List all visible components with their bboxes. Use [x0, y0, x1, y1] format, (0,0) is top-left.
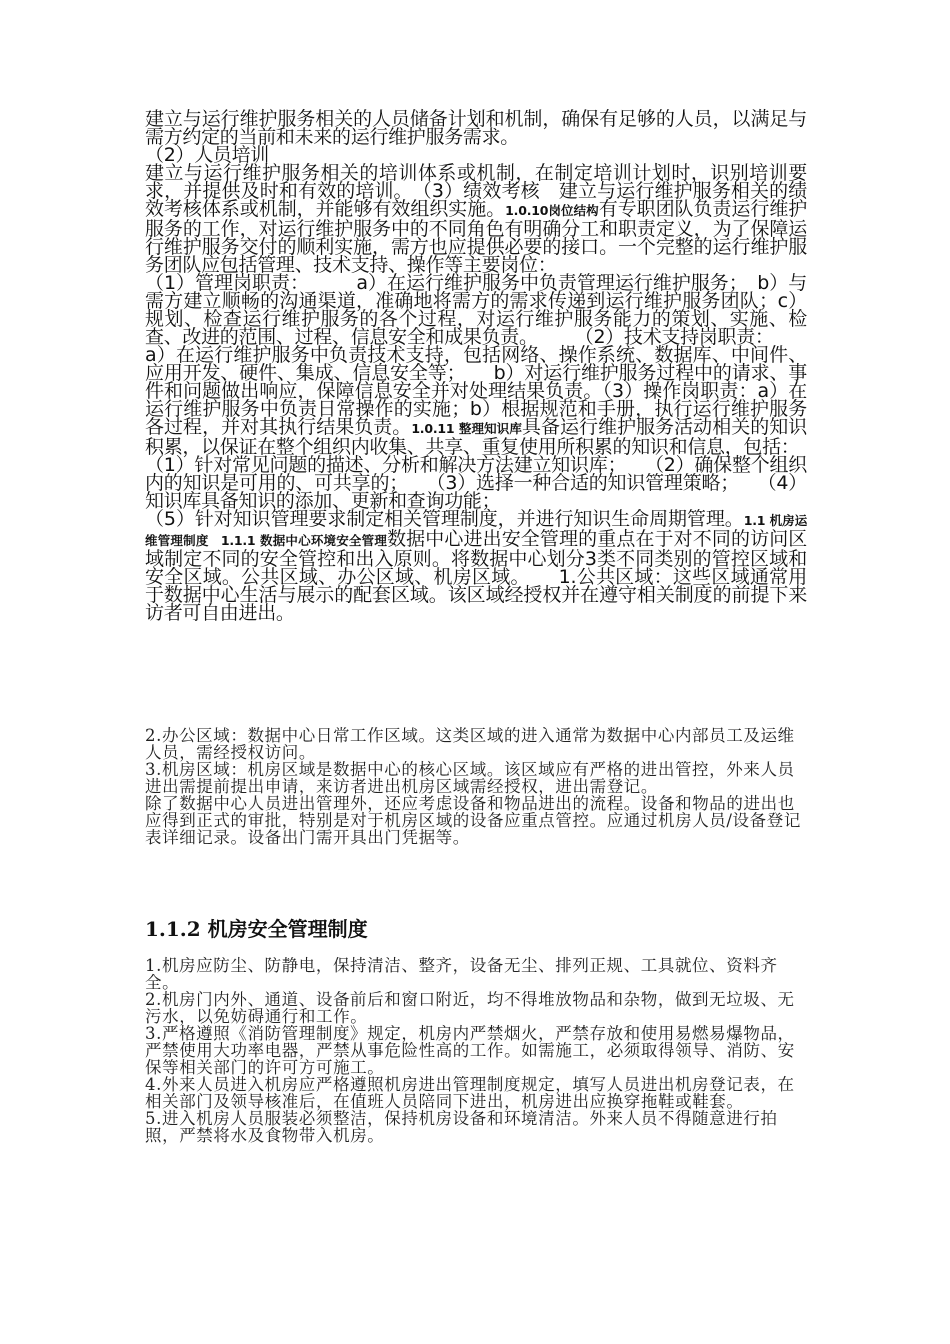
rule-item: 2.机房门内外、通道、设备前后和窗口附近，均不得堆放物品和杂物，做到无垃圾、无污水，以免妨碍通行和工作。 — [145, 990, 795, 1026]
heading-job-structure: 1.0.10岗位结构 — [505, 203, 599, 218]
section-heading: 1.1.2 机房安全管理制度 — [145, 917, 368, 941]
body-text-zones — [145, 727, 807, 846]
heading-knowledge-base: 1.0.11 整理知识库 — [411, 421, 522, 436]
paragraph-staff-reserve: 建立与运行维护服务相关的人员储备计划和机制，确保有足够的人员，以满足与需方约定的当前和未来的运行维护服务需求。 — [145, 108, 807, 148]
text-knowledge-body: 具备运行维护服务活动相关的知识积累，以保证在整个组织内收集、共享、重复使用所积累的知识和信息，包括： — [145, 416, 807, 458]
paragraph-training-performance — [145, 164, 807, 274]
paragraph-tech-ops-knowledge — [145, 346, 807, 456]
paragraph-management-duties: （1）管理岗职责： a）在运行维护服务中负责管理运行维护服务； b）与需方建立顺畅的沟通渠道，准确地将需方的需求传递到运行维护服务团队；c）规划、检查运行维护服务的各个过程，对运行维护服务能力的策划、实施、检查、改进的范围、过程、信息安全和成果负责。 （2）技术支持岗职责： — [145, 272, 807, 348]
paragraph-datacenter-security — [145, 510, 807, 622]
body-text-dense — [145, 110, 807, 622]
paragraph-machine-room-zone: 3.机房区域：机房区域是数据中心的核心区域。该区域应有严格的进出管控，外来人员进出需提前提出申请，来访者进出机房区域需经授权，进出需登记。 — [145, 760, 795, 796]
text-training-body: 建立与运行维护服务相关的培训体系或机制，在制定培训计划时，识别培训要求，并提供及时和有效的培训。 （3）绩效考核 建立与运行维护服务相关的绩效考核体系或机制，并能够有效组织实施。 — [145, 162, 807, 220]
paragraph-knowledge-items: （1）针对常见问题的描述、分析和解决方法建立知识库； （2）确保整个组织内的知识是可用的、可共享的； （3）选择一种合适的知识管理策略； （4）知识库具备知识的添加、更新和查询功能； — [145, 454, 807, 512]
text-zones-body: 数据中心进出安全管理的重点在于对不同的访问区域制定不同的安全管控和出入原则。将数据中心划分3类不同类别的管控区域和安全区域。公共区域、办公区域、机房区域。 1.公共区域：这些区域通常用于数据中心生活与展示的配套区域。该区域经授权并在遵守相关制度的前提下来访者可自由进出。 — [145, 528, 807, 624]
text-knowledge-lifecycle: （5）针对知识管理要求制定相关管理制度，并进行知识生命周期管理。 — [145, 508, 744, 530]
paragraph-training-title: （2）人员培训 — [145, 144, 269, 166]
text-job-structure-body: 有专职团队负责运行维护服务的工作，对运行维护服务中的不同角色有明确分工和职责定义，为了保障运行维护服务交付的顺利实施，需方也应提供必要的接口。一个完整的运行维护服务团队应包括管理、技术支持、操作等主要岗位： — [145, 198, 807, 276]
heading-environment-security: 1.1.1 数据中心环境安全管理 — [220, 533, 388, 548]
paragraph-equipment-access: 除了数据中心人员进出管理外，还应考虑设备和物品进出的流程。设备和物品的进出也应得到正式的审批，特别是对于机房区域的设备应重点管控。应通过机房人员/设备登记表详细记录。设备出门需开具出门凭据等。 — [145, 794, 801, 847]
paragraph-office-zone: 2.办公区域：数据中心日常工作区域。这类区域的进入通常为数据中心内部员工及运维人员，需经授权访问。 — [145, 726, 795, 762]
rule-item: 4.外来人员进入机房应严格遵照机房进出管理制度规定，填写人员进出机房登记表，在相关部门及领导核准后，在值班人员陪同下进出，机房进出应换穿拖鞋或鞋套。 — [145, 1075, 795, 1111]
body-text-rules — [145, 957, 807, 1144]
rule-item: 1.机房应防尘、防静电，保持清洁、整齐，设备无尘、排列正规、工具就位、资料齐全。 — [145, 956, 778, 992]
text-tech-ops-body: a）在运行维护服务中负责技术支持，包括网络、操作系统、数据库、中间件、应用开发、硬件、集成、信息安全等； b）对运行维护服务过程中的请求、事件和问题做出响应，保障信息安全并对处理结果负责。（3）操作岗职责：a）在运行维护服务中负责日常操作的实施；b）根据规范和手册，执行运行维护服务各过程，并对其执行结果负责。 — [145, 344, 807, 438]
rule-item: 3.严格遵照《消防管理制度》规定，机房内严禁烟火，严禁存放和使用易燃易爆物品，严禁使用大功率电器，严禁从事危险性高的工作。如需施工，必须取得领导、消防、安保等相关部门的许可方可施工。 — [145, 1024, 795, 1077]
rule-item: 5.进入机房人员服装必须整洁，保持机房设备和环境清洁。外来人员不得随意进行拍照，严禁将水及食物带入机房。 — [145, 1109, 778, 1145]
heading-room-ops-policy: 1.1 机房运维管理制度 — [145, 513, 807, 548]
